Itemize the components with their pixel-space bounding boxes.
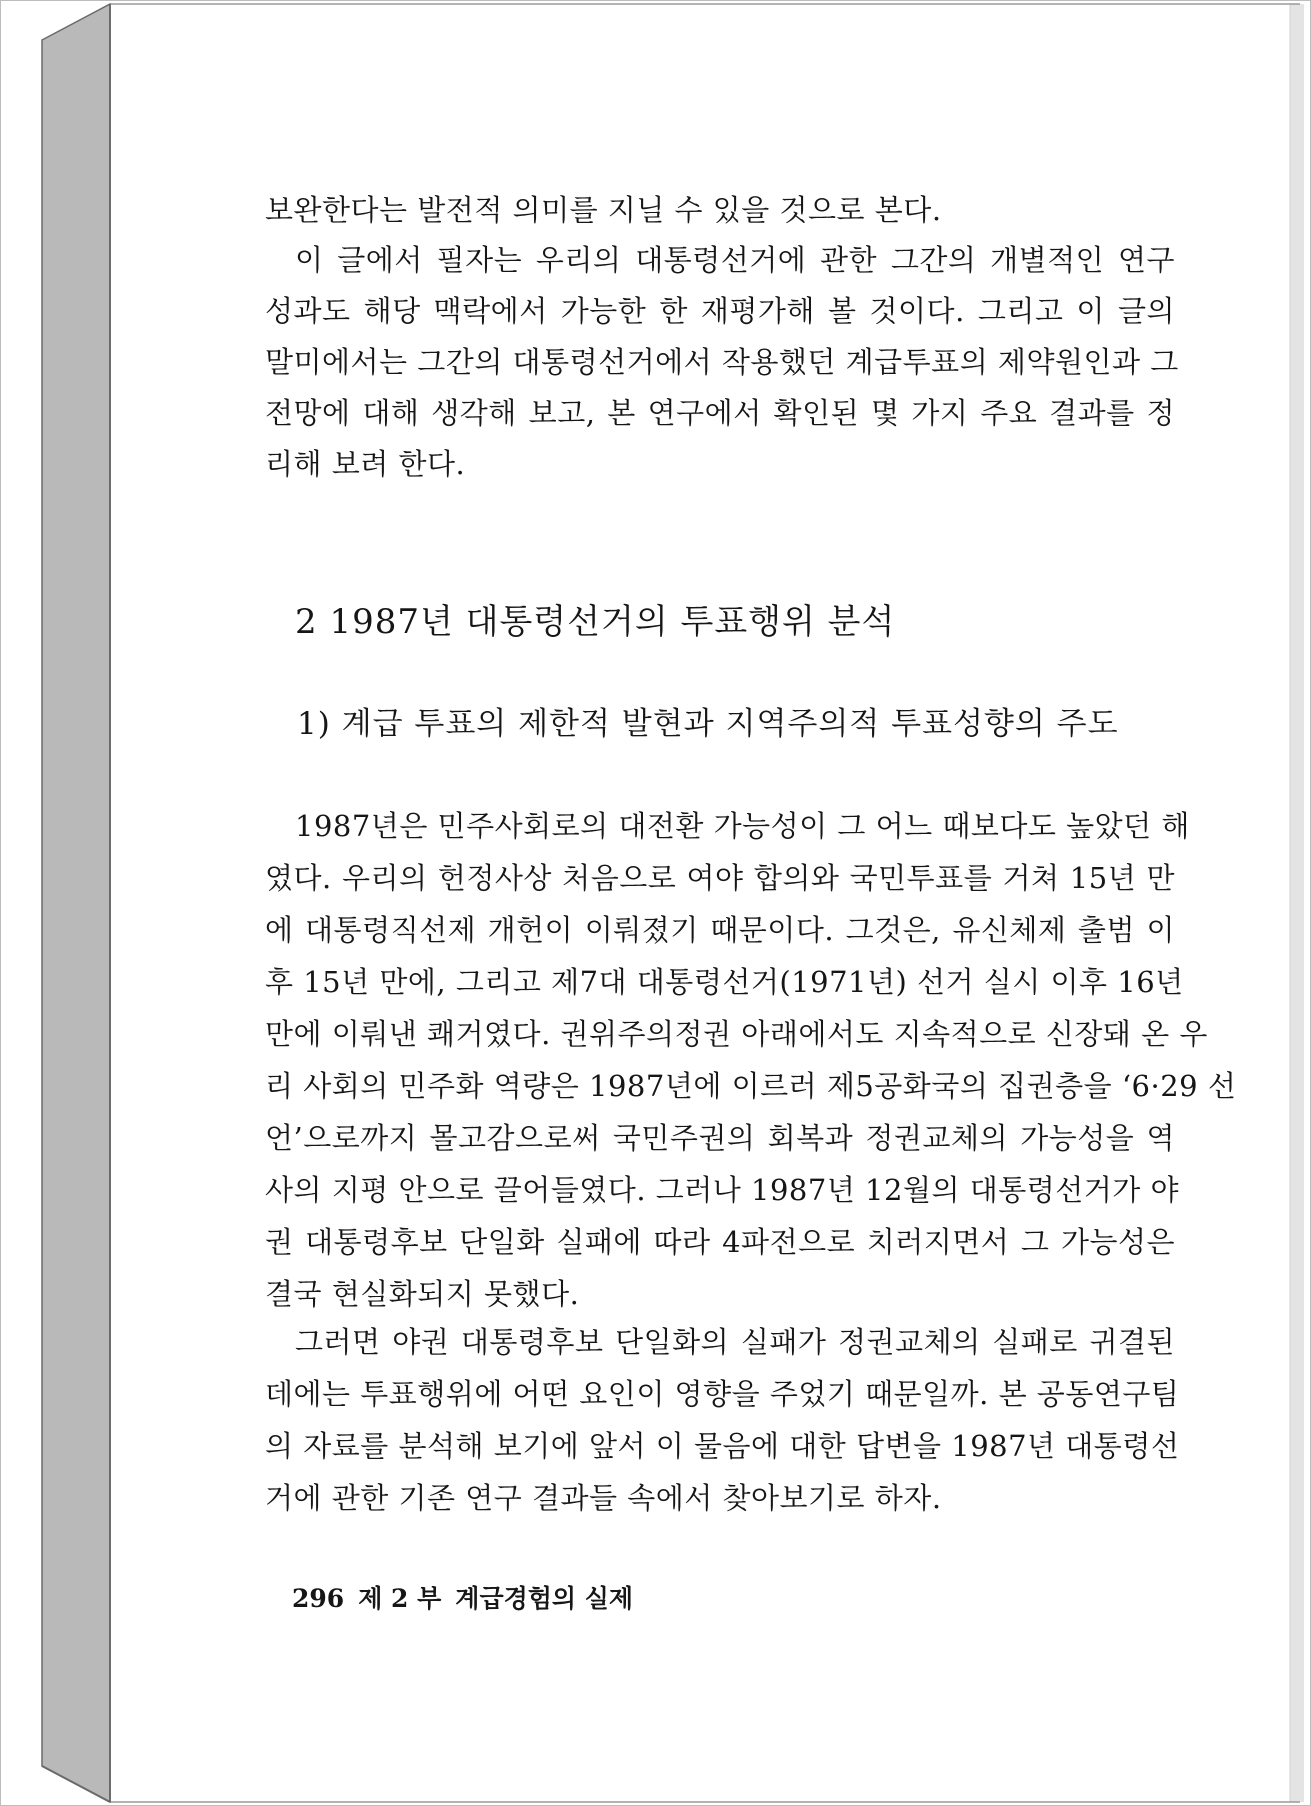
- text-line: 그러면 야권 대통령후보 단일화의 실패가 정권교체의 실패로 귀결된: [295, 1325, 1175, 1359]
- text-line: 1987년은 민주사회로의 대전환 가능성이 그 어느 때보다도 높았던 해: [295, 809, 1190, 843]
- text-line: 의 자료를 분석해 보기에 앞서 이 물음에 대한 답변을 1987년 대통령선: [265, 1429, 1180, 1463]
- text-line: 언’으로까지 몰고감으로써 국민주권의 회복과 정권교체의 가능성을 역: [265, 1121, 1175, 1155]
- text-line: 성과도 해당 맥락에서 가능한 한 재평가해 볼 것이다. 그리고 이 글의: [265, 294, 1175, 328]
- page-footer: [292, 1582, 647, 1616]
- text-line: 권 대통령후보 단일화 실패에 따라 4파전으로 치러지면서 그 가능성은: [265, 1225, 1175, 1259]
- text-line: 전망에 대해 생각해 보고, 본 연구에서 확인된 몇 가지 주요 결과를 정: [265, 396, 1175, 430]
- text-line: 만에 이뤄낸 쾌거였다. 권위주의정권 아래에서도 지속적으로 신장돼 온 우: [265, 1017, 1208, 1051]
- part-label: 제 2 부: [358, 1584, 442, 1613]
- text-line: 결국 현실화되지 못했다.: [265, 1277, 580, 1311]
- text-line: 말미에서는 그간의 대통령선거에서 작용했던 계급투표의 제약원인과 그: [265, 345, 1179, 379]
- text-line: 데에는 투표행위에 어떤 요인이 영향을 주었기 때문일까. 본 공동연구팀: [265, 1377, 1180, 1411]
- text-line: 이 글에서 필자는 우리의 대통령선거에 관한 그간의 개별적인 연구: [295, 243, 1175, 277]
- text-line: 리 사회의 민주화 역량은 1987년에 이르러 제5공화국의 집권층을 ‘6·29 선: [265, 1069, 1237, 1103]
- text-line: 였다. 우리의 헌정사상 처음으로 여야 합의와 국민투표를 거쳐 15년 만: [265, 861, 1175, 895]
- text-line: 리해 보려 한다.: [265, 447, 466, 481]
- section-heading: 2 1987년 대통령선거의 투표행위 분석: [295, 602, 896, 642]
- text-line: 보완한다는 발전적 의미를 지닐 수 있을 것으로 본다.: [265, 193, 942, 227]
- text-line: 거에 관한 기존 연구 결과들 속에서 찾아보기로 하자.: [265, 1481, 942, 1515]
- part-title: 계급경험의 실제: [455, 1584, 634, 1613]
- text-line: 에 대통령직선제 개헌이 이뤄졌기 때문이다. 그것은, 유신체제 출범 이: [265, 913, 1175, 947]
- page-number: 296: [292, 1584, 345, 1613]
- text-line: 사의 지평 안으로 끌어들였다. 그러나 1987년 12월의 대통령선거가 야: [265, 1173, 1180, 1207]
- subsection-heading: 1) 계급 투표의 제한적 발현과 지역주의적 투표성향의 주도: [297, 706, 1119, 742]
- text-line: 후 15년 만에, 그리고 제7대 대통령선거(1971년) 선거 실시 이후 16년: [265, 965, 1184, 999]
